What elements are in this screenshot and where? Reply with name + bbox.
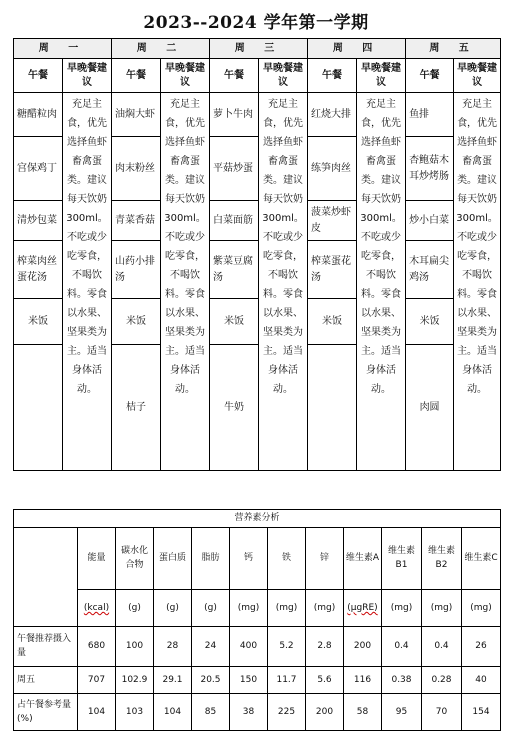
dish-mon-3: 清炒包菜 (14, 201, 63, 241)
nutrient-name: 能量 (78, 527, 116, 589)
dish-thu-5: 米饭 (308, 299, 357, 345)
nutrient-unit-text: (μgRE) (347, 603, 378, 614)
table-cell: 0.4 (422, 627, 462, 666)
nutrient-name: 钙 (230, 527, 268, 589)
nutrient-unit: (mg) (382, 589, 422, 626)
meal-suggestion-wed: 充足主食，优先选择鱼虾畜禽蛋类。建议每天饮奶300ml。不吃或少吃零食，不喝饮料。零食以水果、坚果类为主。适当身体活动。 (259, 93, 308, 471)
nutrient-unit: (mg) (462, 589, 501, 626)
table-cell: 104 (154, 693, 192, 730)
dish-mon-5: 米饭 (14, 299, 63, 345)
table-cell: 26 (462, 627, 501, 666)
table-cell: 154 (462, 693, 501, 730)
nutrient-unit (78, 589, 116, 626)
table-cell: 0.28 (422, 666, 462, 693)
table-cell: 40 (462, 666, 501, 693)
dish-mon-4: 榨菜肉丝蛋花汤 (14, 241, 63, 299)
suggestion-header: 早晚餐建议 (454, 59, 501, 93)
table-cell: 29.1 (154, 666, 192, 693)
nutrient-name: 维生素B1 (382, 527, 422, 589)
suggestion-header: 早晚餐建议 (63, 59, 112, 93)
dish-tue-5: 米饭 (112, 299, 161, 345)
nutrient-name: 维生素B2 (422, 527, 462, 589)
nutrient-name: 蛋白质 (154, 527, 192, 589)
row-label: 周五 (14, 666, 78, 693)
table-cell: 103 (116, 693, 154, 730)
corner-cell (14, 527, 78, 627)
table-cell: 2.8 (306, 627, 344, 666)
table-cell: 200 (344, 627, 382, 666)
suggestion-header: 早晚餐建议 (357, 59, 406, 93)
table-cell: 680 (78, 627, 116, 666)
dish-fri-2: 杏鲍菇木耳炒烤肠 (406, 137, 454, 201)
dish-thu-6 (308, 345, 357, 471)
table-cell: 85 (192, 693, 230, 730)
table-cell: 5.6 (306, 666, 344, 693)
day-header-thu: 周 四 (308, 39, 406, 59)
dish-mon-6 (14, 345, 63, 471)
dish-wed-1: 萝卜牛肉 (210, 93, 259, 137)
dish-tue-2: 肉末粉丝 (112, 137, 161, 201)
nutrient-name: 脂肪 (192, 527, 230, 589)
dish-fri-4: 木耳扁尖鸡汤 (406, 241, 454, 299)
day-header-tue: 周 二 (112, 39, 210, 59)
dish-wed-3: 白菜面筋 (210, 201, 259, 241)
lunch-header: 午餐 (112, 59, 161, 93)
day-header-fri: 周 五 (406, 39, 501, 59)
table-cell: 38 (230, 693, 268, 730)
row-label: 占午餐参考量(%) (14, 693, 78, 730)
dish-tue-4: 山药小排汤 (112, 241, 161, 299)
nutrient-unit: (mg) (306, 589, 344, 626)
dish-mon-1: 糖醋粒肉 (14, 93, 63, 137)
dish-fri-1: 鱼排 (406, 93, 454, 137)
table-cell: 400 (230, 627, 268, 666)
lunch-header: 午餐 (14, 59, 63, 93)
dish-thu-3: 菠菜炒虾皮 (308, 201, 357, 241)
weekly-menu-table (13, 38, 501, 471)
nutrient-name: 锌 (306, 527, 344, 589)
dish-fri-5: 米饭 (406, 299, 454, 345)
meal-suggestion-thu: 充足主食，优先选择鱼虾畜禽蛋类。建议每天饮奶300ml。不吃或少吃零食，不喝饮料。零食以水果、坚果类为主。适当身体活动。 (357, 93, 406, 471)
table-cell: 28 (154, 627, 192, 666)
dish-tue-6: 桔子 (112, 345, 161, 471)
nutrient-name: 维生素C (462, 527, 501, 589)
dish-thu-4: 榨菜蛋花汤 (308, 241, 357, 299)
table-cell: 95 (382, 693, 422, 730)
dish-thu-1: 红烧大排 (308, 93, 357, 137)
table-cell: 20.5 (192, 666, 230, 693)
suggestion-header: 早晚餐建议 (259, 59, 308, 93)
nutrient-unit: (g) (154, 589, 192, 626)
lunch-header: 午餐 (308, 59, 357, 93)
dish-thu-2: 练笋肉丝 (308, 137, 357, 201)
table-cell: 58 (344, 693, 382, 730)
nutrient-name: 铁 (268, 527, 306, 589)
nutrient-unit: (mg) (230, 589, 268, 626)
meal-suggestion-fri: 充足主食，优先选择鱼虾畜禽蛋类。建议每天饮奶300ml。不吃或少吃零食，不喝饮料。零食以水果、坚果类为主。适当身体活动。 (454, 93, 501, 471)
nutrient-name: 维生素A (344, 527, 382, 589)
table-cell: 707 (78, 666, 116, 693)
dish-fri-6: 肉圆 (406, 345, 454, 471)
table-cell: 200 (306, 693, 344, 730)
table-cell: 225 (268, 693, 306, 730)
dish-fri-3: 炒小白菜 (406, 201, 454, 241)
nutrition-caption: 营养素分析 (14, 510, 501, 528)
table-cell: 150 (230, 666, 268, 693)
table-cell: 0.38 (382, 666, 422, 693)
table-cell: 102.9 (116, 666, 154, 693)
dish-wed-5: 米饭 (210, 299, 259, 345)
meal-suggestion-mon: 充足主食，优先选择鱼虾畜禽蛋类。建议每天饮奶300ml。不吃或少吃零食，不喝饮料。零食以水果、坚果类为主。适当身体活动。 (63, 93, 112, 471)
nutrient-name: 碳水化合物 (116, 527, 154, 589)
day-header-mon: 周 一 (14, 39, 112, 59)
table-cell: 24 (192, 627, 230, 666)
nutrient-unit-text: (kcal) (83, 603, 110, 614)
table-cell: 100 (116, 627, 154, 666)
suggestion-header: 早晚餐建议 (161, 59, 210, 93)
day-header-wed: 周 三 (210, 39, 308, 59)
dish-wed-6: 牛奶 (210, 345, 259, 471)
dish-mon-2: 宫保鸡丁 (14, 137, 63, 201)
row-label: 午餐推荐摄入量 (14, 627, 78, 666)
dish-tue-1: 油焖大虾 (112, 93, 161, 137)
table-cell: 5.2 (268, 627, 306, 666)
dish-wed-4: 紫菜豆腐汤 (210, 241, 259, 299)
nutrient-unit: (g) (116, 589, 154, 626)
table-cell: 11.7 (268, 666, 306, 693)
nutrient-unit (344, 589, 382, 626)
table-cell: 0.4 (382, 627, 422, 666)
nutrition-analysis-table (13, 509, 501, 731)
dish-wed-2: 平菇炒蛋 (210, 137, 259, 201)
table-cell: 104 (78, 693, 116, 730)
nutrient-unit: (g) (192, 589, 230, 626)
table-cell: 70 (422, 693, 462, 730)
table-cell: 116 (344, 666, 382, 693)
dish-tue-3: 青菜香菇 (112, 201, 161, 241)
lunch-header: 午餐 (406, 59, 454, 93)
lunch-header: 午餐 (210, 59, 259, 93)
page-title: 2023--2024 学年第一学期 (143, 13, 369, 33)
meal-suggestion-tue: 充足主食，优先选择鱼虾畜禽蛋类。建议每天饮奶300ml。不吃或少吃零食，不喝饮料。零食以水果、坚果类为主。适当身体活动。 (161, 93, 210, 471)
nutrient-unit: (mg) (268, 589, 306, 626)
nutrient-unit: (mg) (422, 589, 462, 626)
